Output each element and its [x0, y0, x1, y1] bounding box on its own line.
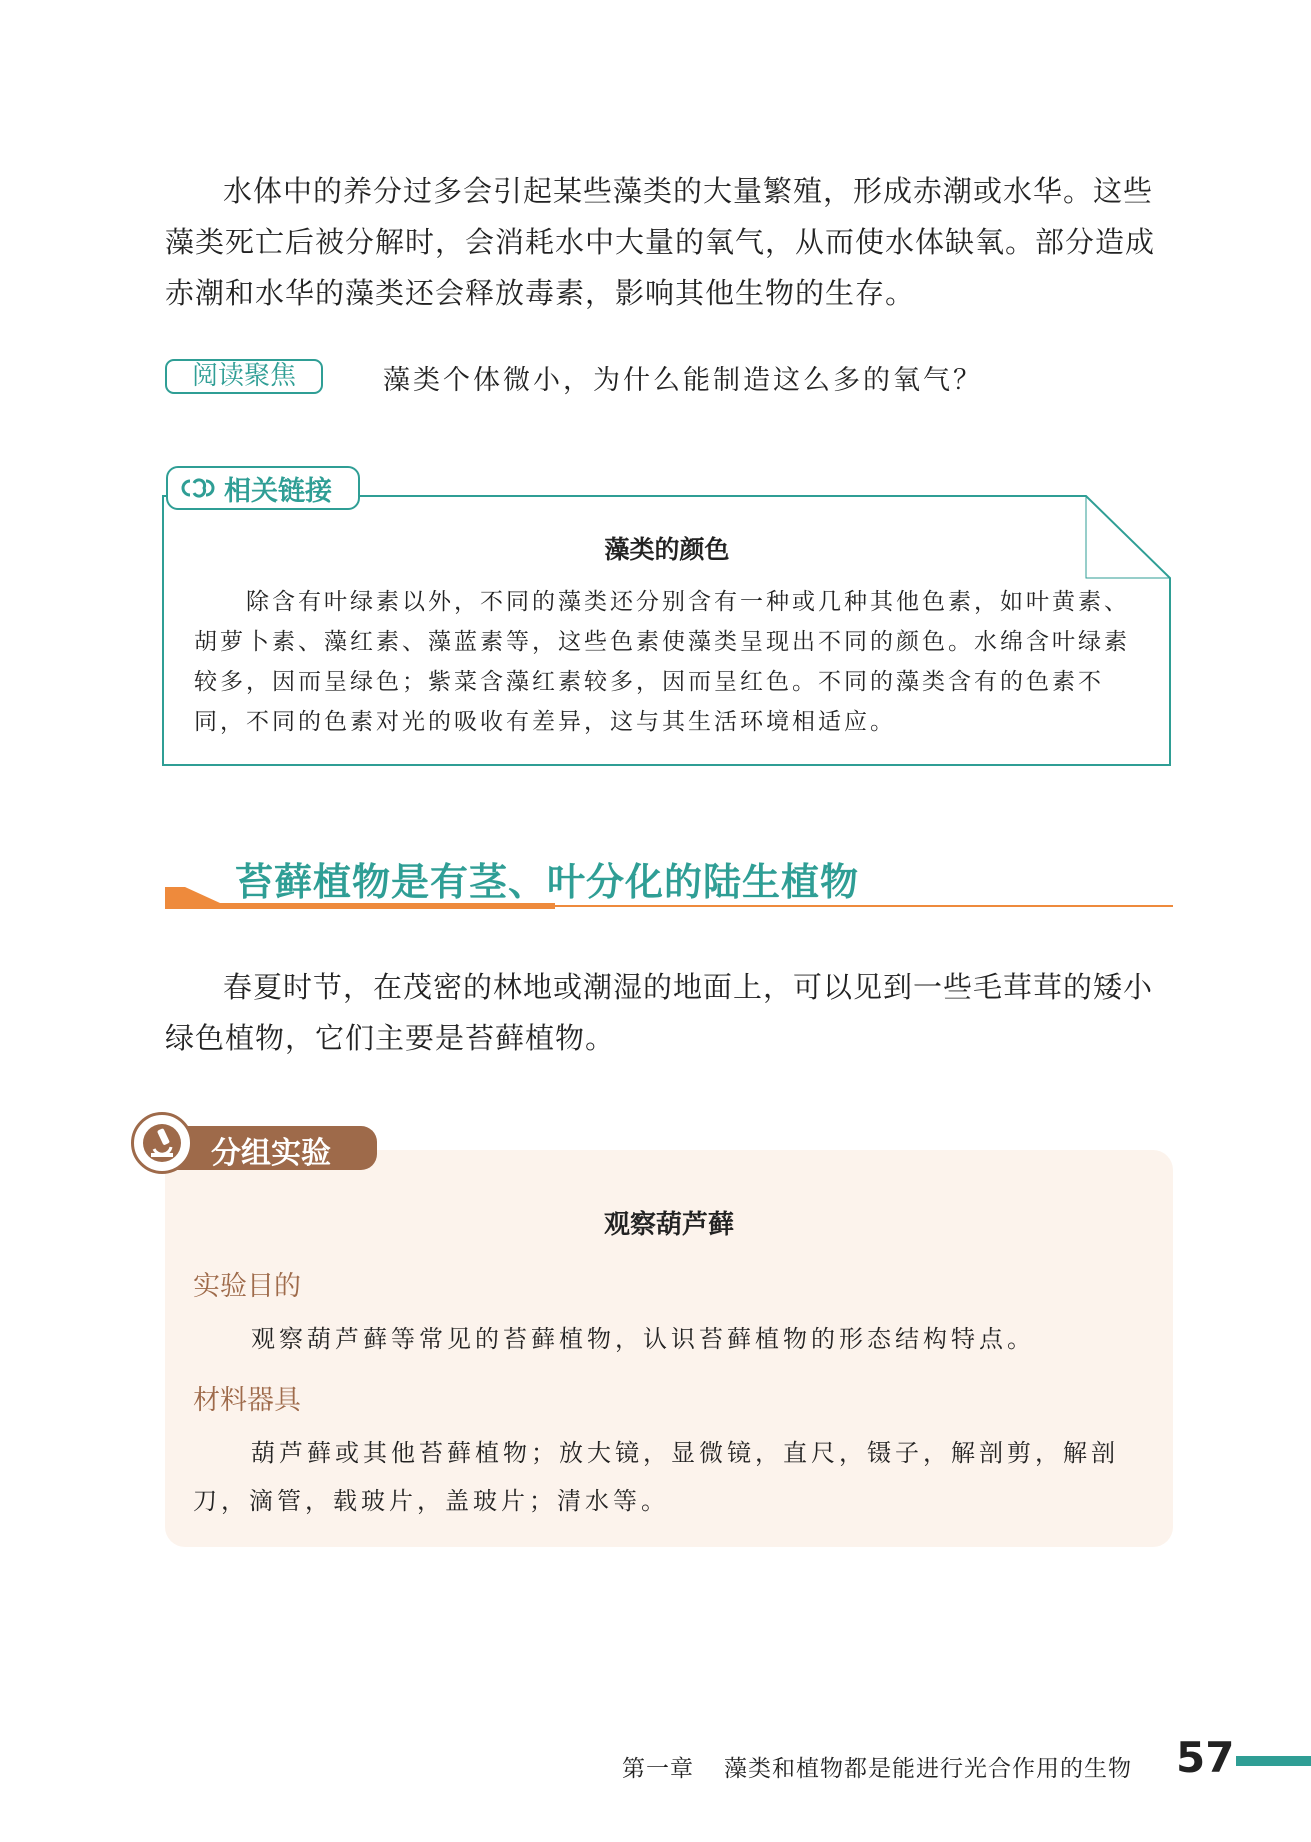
- purpose-text: 观察葫芦藓等常见的苔藓植物，认识苔藓植物的形态结构特点。: [251, 1325, 1035, 1353]
- section-heading: [165, 843, 1173, 913]
- related-links-text: 除含有叶绿素以外，不同的藻类还分别含有一种或几种其他色素，如叶黄素、胡萝卜素、藻红素、藻蓝素等，这些色素使藻类呈现出不同的颜色。水绵含叶绿素较多，因而呈绿色；紫菜含藻红素较多，因而呈红色。不同的藻类含有的色素不同，不同的色素对光的吸收有差异，这与其生活环境相适应。: [194, 589, 1130, 735]
- microscope-icon: [140, 1121, 184, 1165]
- intro-paragraph: 水体中的养分过多会引起某些藻类的大量繁殖，形成赤潮或水华。这些藻类死亡后被分解时，会消耗水中大量的氧气，从而使水体缺氧。部分造成赤潮和水华的藻类还会释放毒素，影响其他生物的生存。: [165, 174, 1156, 310]
- link-icon: [176, 473, 220, 503]
- purpose-heading: 实验目的: [193, 1271, 301, 1302]
- group-experiment-box: [165, 1150, 1173, 1547]
- related-links-box: [162, 470, 1172, 766]
- experiment-title: 观察葫芦藓: [603, 1210, 734, 1240]
- microscope-icon-badge: [131, 1112, 193, 1174]
- materials-heading: 材料器具: [193, 1385, 301, 1416]
- group-experiment-label: 分组实验: [211, 1136, 331, 1171]
- related-links-tag: [166, 466, 360, 510]
- materials-text: 葫芦藓或其他苔藓植物；放大镜，显微镜，直尺，镊子，解剖剪，解剖刀，滴管，载玻片，盖玻片；清水等。: [193, 1439, 1119, 1515]
- reading-focus-question: 藻类个体微小，为什么能制造这么多的氧气？: [383, 365, 983, 396]
- reading-focus-tag: 阅读聚焦: [165, 359, 323, 394]
- related-links-label: 相关链接: [224, 475, 332, 507]
- page-number: 57: [1176, 1733, 1235, 1782]
- footer-chapter-title: 藻类和植物都是能进行光合作用的生物: [724, 1756, 1132, 1782]
- section-title: 苔藓植物是有茎、叶分化的陆生植物: [235, 860, 860, 904]
- related-links-title: 藻类的颜色: [604, 535, 730, 564]
- page-number-bar: [1236, 1756, 1311, 1766]
- footer-chapter: 第一章: [622, 1756, 694, 1782]
- section-paragraph: 春夏时节，在茂密的林地或潮湿的地面上，可以见到一些毛茸茸的矮小绿色植物，它们主要是苔藓植物。: [165, 970, 1154, 1055]
- group-experiment-tag: [131, 1112, 381, 1176]
